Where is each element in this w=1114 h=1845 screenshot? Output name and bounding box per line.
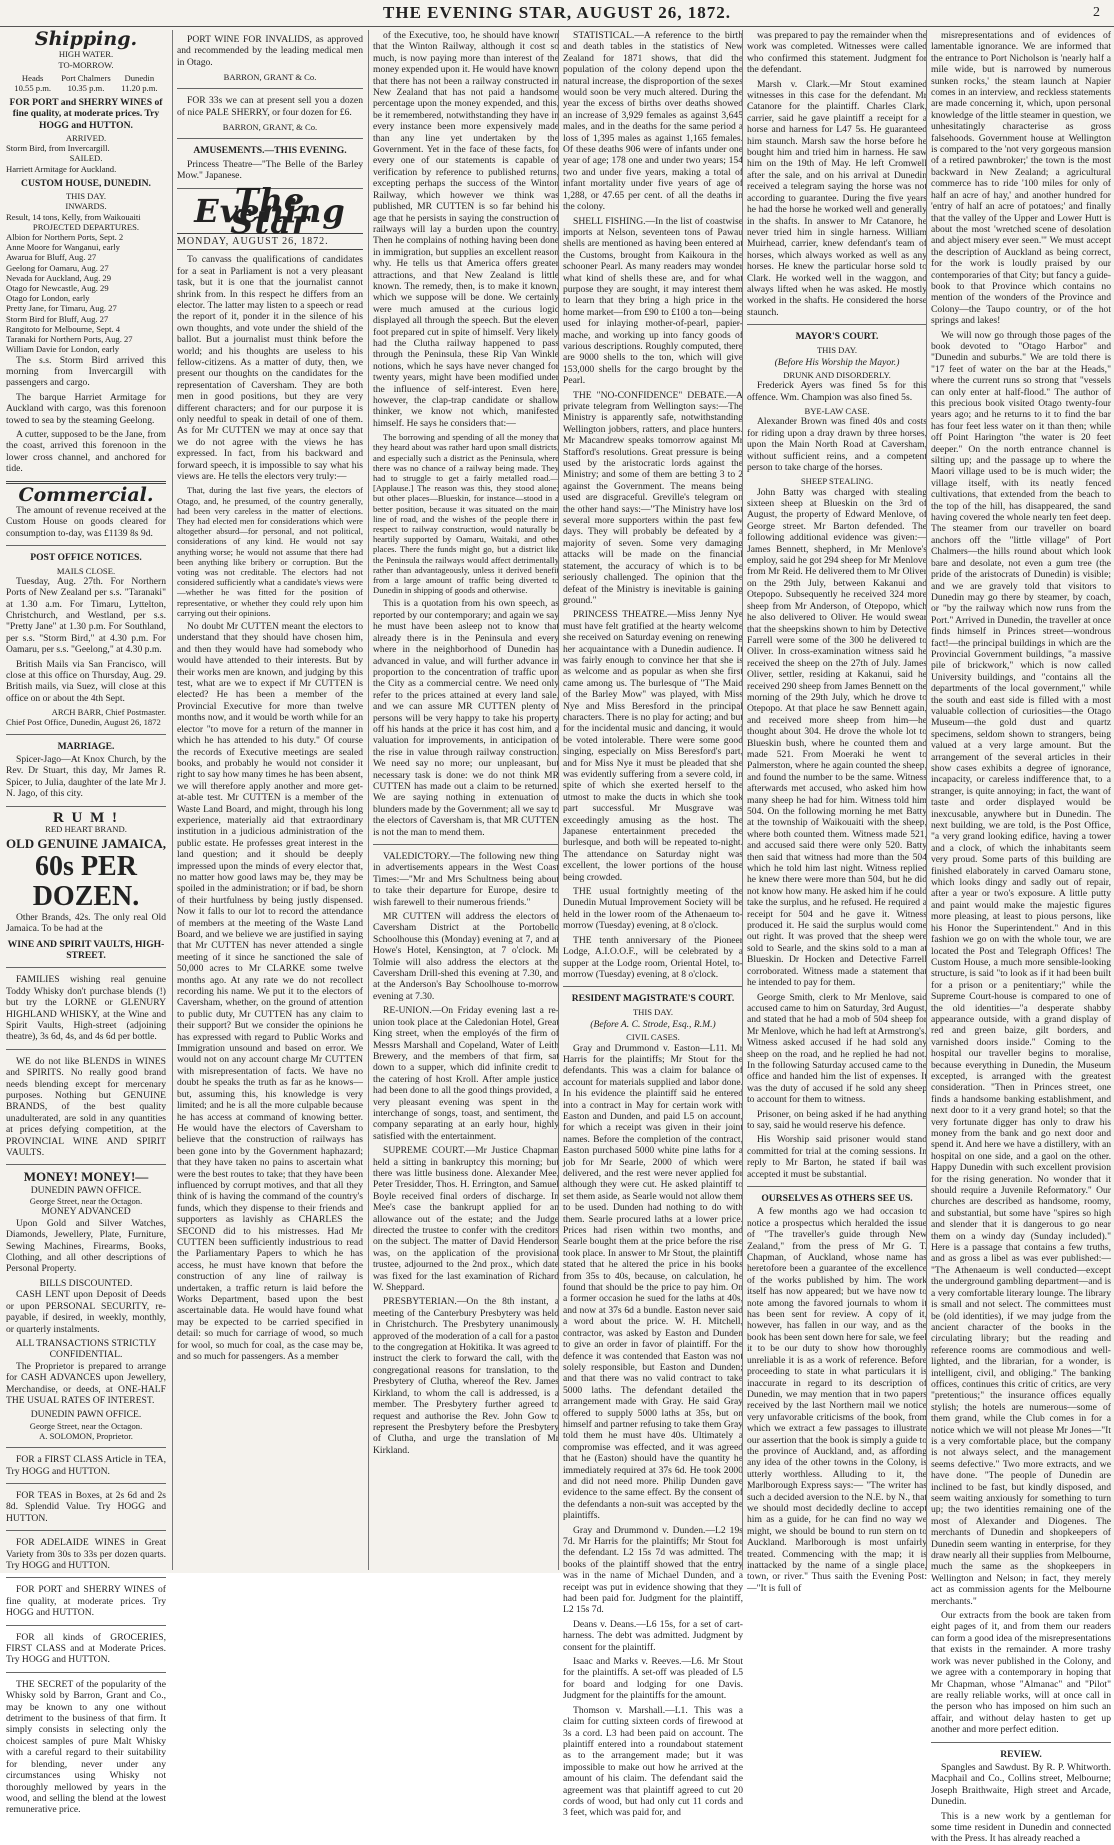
review-title: Spangles and Sawdust. By R. P. Whitworth. Macphail and Co., Collins street, Melbourne; Joseph Braithwaite, High street and Arcade, Dunedin.	[931, 1761, 1111, 1808]
masthead	[0, 0, 1114, 27]
storm-bird-note: The s.s. Storm Bird arrived this morning from Invercargill with passengers and cargo.	[6, 354, 166, 389]
bylaw-text: Alexander Brown was fined 40s and costs for riding upon a dray drawn by three horses, upon the Main North Road at Caversham, without sufficient reins, and a competent person to take charge of the horses.	[747, 416, 927, 474]
divider	[6, 1447, 166, 1448]
divider	[6, 1577, 166, 1578]
whisky-secret-ad: THE SECRET of the popularity of the Whisky sold by Barron, Grant and Co., may be known to any one without detriment to the business of that firm. It simply consists in selecting only the choicest samples of pure Malt Whisky with a careful regard to their suitability for blending, never under any circumstances using Whisky not thoroughly mellowed by years in the wood, and selling the blend at the lowest remunerative price.	[6, 1678, 166, 1816]
customs-revenue: The amount of revenue received at the Custom House on goods cleared for consumption to-day, was £1139 8s 9d.	[6, 504, 166, 539]
projected-label: PROJECTED DEPARTURES.	[32, 221, 140, 232]
divider	[931, 1742, 1111, 1743]
cutten-quote: The borrowing and spending of all the money that they heard about was rather hard upon small districts, and especially such a district as the Peninsula, where there was no chance of a railway being made. They had to struggle to get a fairly metalled road.—[Applause.] The reason was this, they stood alone; but other places—Blueskin, for instance—stood in a better position, because it was situated on the main line of road, and the wishes of the people there in respect to railway construction, would naturally be heartily supported by Oamaru, Waitaki, and other places. There the funds might go, but a district like the Peninsula the railways would affect detrimentally rather than advantageously, unless it derived benefit from a large amount of traffic being diverted to Dunedin in shipping of goods and otherwise.	[373, 432, 559, 596]
confidential: ALL TRANSACTIONS STRICTLY CONFIDENTIAL.	[15, 1337, 157, 1361]
arrived-label: ARRIVED.	[65, 133, 107, 144]
tide-port: Port Chalmers 10.35 p.m.	[61, 72, 111, 93]
column-3	[368, 30, 563, 1570]
blends-ad: WE do not like BLENDS in WINES and SPIRITS. No really good brand needs blending except for mercenary purposes. Nothing but GENUINE BRANDS, of the best quality unadulterated, are sold in any quantities at prices defying competition, at the PROVINCIAL WINE AND SPIRIT VAULTS.	[6, 1055, 166, 1159]
divider	[6, 1164, 166, 1165]
case-gray-easton: Gray and Drummond v. Easton—L11. Mr Harris for the plaintiffs; Mr Stout for the defendants. This was a claim for balance of account for materials supplied and labor done. In his evidence the plaintiff said he entered into a contract in May for certain work with Easton and Dunden, and paid L5 on account, for which a receipt was given in their joint names. Before the completion of the contract, Easton purchased 5000 white pine laths for a job for Mr Searle, 2000 of which were delivered, and the rest were never applied for although they were cut. He asked plaintiff to set them aside, as Searle would not allow them to be used. Dunden had nothing to do with them. Searle procured laths at a lower price. Prices had risen within two months, and Searle bought them at the price before the rise took place. In answer to Mr Stout, the plaintiff stated that he altered the price in his books from 35s to 40s, because, on calculation, he found that should be the price to pay him. On a former occasion he sued for the laths at 40s, and now at 37s 6d a bundle. Easton never said a word about the price. W. H. Mitchell, contractor, was asked by Easton and Dunden to give an order in favor of plaintiff. For the defence it was contended that Easton was not solely responsible, but Easton and Dunden; and that there was no valid contract to take 5000 laths. The defendant detailed the arrangement made with Gray. He said Gray offered to supply 5000 laths at 35s, but on himself and partner refusing to take them Gray told them he must have 40s. Ultimately a compromise was effected, and it was agreed that he (Easton) should have the quantity he immediately required at 37s 6d. He took 2000 and did not need more. Philip Dunden gave evidence to the same effect. By the consent of the defendants a non-suit was accepted by the plaintiffs.	[563, 1042, 743, 1522]
tenth-anniversary: THE tenth anniversary of the Pioneer Lodge, A.I.O.O.F., will be celebrated by a supper at the Lodge room, Oriental Hotel, to-morrow (Tuesday) evening, at 8 o'clock.	[563, 934, 743, 980]
divider	[6, 806, 166, 807]
barron-grant-2: BARRON, GRANT, & Co.	[222, 122, 318, 133]
postmaster-signature: ARCH BARR, Chief Postmaster.	[51, 707, 166, 718]
port-wine-ad: PORT WINE FOR INVALIDS, as approved and recommended by the leading medical men in Otago.	[177, 34, 363, 68]
drunk-text: Frederick Ayers was fined 5s for this offence. Wm. Champion was also fined 5s.	[747, 380, 927, 403]
worship-note: His Worship said prisoner would stand committed for trial at the coming sessions. In reply to Mr Barton, he stated if bail was accepted it must be substantial.	[747, 1134, 927, 1180]
valedictory-note: VALEDICTORY.—The following new thing in advertisements appears in the West Coast Times:—"Mr and Mrs Schultness being about to take their departure for Europe, desire to wish farewell to their numerous friends."	[373, 851, 559, 908]
pawn-office: DUNEDIN PAWN OFFICE.	[30, 1184, 142, 1196]
pawn-address-2: George Street, near the Octagon.	[29, 1420, 143, 1431]
inwards-text: Result, 14 tons, Kelly, from Waikouaiti	[6, 211, 141, 222]
princess-theatre-listing: Princess Theatre—"The Belle of the Barley Mow." Japanese.	[177, 158, 363, 182]
departure-item: Taranaki for Northern Ports, Aug. 27	[6, 334, 133, 345]
departure-item: Storm Bird for Bluff, Aug. 27	[6, 313, 109, 324]
editorial-text: To canvass the qualifications of candidates for a seat in Parliament is not a very pleasant task, but it is one that the journalist cannot shrink from. In this respect he differs from an elector. The latter may listen to a speech or read the report of it, ponder it in the silence of his own thoughts, and vote under the shield of the ballot. But a journalist must think before the world; and his thoughts are useless to his fellow-citizens. As a matter of duty, then, we present our thoughts on the candidates for the representation of Caversham. They are both men in good positions, but they are very different characters; and for our purpose it is only needful to speak in detail of one of them. As for Mr CUTTEN we may at once say that we do not agree with the views he has expressed. In fact, from his backward and forward speech, it is impossible to say what his views are. He tells the electors very truly:—	[177, 254, 363, 482]
bylaw-heading: BYE-LAW CASE.	[804, 406, 870, 417]
supreme-court-note: SUPREME COURT.—Mr Justice Chapman held a sitting in bankruptcy this morning; but there was little business done. Alexander Mee, Peter Tresidder, Thos. H. Errington, and Samuel Boyle received final orders of discharge. In Mee's case the bankrupt applied for an allowance out of the estate; and the Judge directed the trustee to confer with the creditors on the subject. The matter of David Henderson was, on the application of the provisional trustee, adjourned to the 2nd prox., which date was fixed for the last examination of Richard W. Sheppard.	[373, 1145, 559, 1294]
sherry-ad: FOR 33s we can at present sell you a dozen of nice PALE SHERRY, or four dozen for £6.	[177, 95, 363, 118]
divider	[373, 844, 559, 845]
mayors-court-heading: MAYOR'S COURT.	[795, 331, 879, 343]
departure-item: William Davie for London, early	[6, 344, 120, 355]
rum-heading: R U M !	[52, 809, 120, 826]
shipping-heading: Shipping.	[34, 28, 138, 50]
page-number: 2	[1093, 5, 1100, 20]
prisoner-note: Prisoner, on being asked if he had anything to say, said he would reserve his defence.	[747, 1108, 927, 1131]
sheep-heading: SHEEP STEALING.	[800, 476, 874, 487]
amusements-heading: AMUSEMENTS.—THIS EVENING.	[193, 145, 347, 157]
presbyterian-note: PRESBYTERIAN.—On the 8th instant, a meeting of the Canterbury Presbytery was held in Christchurch. The Presbytery unanimously approved of the moderation of a call for a pastor to the congregation at Hokitika. It was agreed to instruct the clerk to forward the call, with the congregational reasons for translation, to the Presbytery of Clutha, whereof the Rev. James Kirkland, to whom the call is addressed, is a member. The Presbytery further agreed to request and authorise the Rev. John Gow to represent the Presbytery before the Presbytery of Clutha, and urge the translation of Mr Kirkland.	[373, 1296, 559, 1456]
sixty-per-dozen: 60s PER DOZEN.	[32, 850, 140, 912]
departure-item: Rangitoto for Melbourne, Sept. 4	[6, 323, 121, 334]
column-6	[926, 30, 1113, 1845]
fortnightly-meeting: THE usual fortnightly meeting of the Dunedin Mutual Improvement Society will be held in the lower room of the Athenaeum to-morrow (Tuesday) evening, at 8 o'clock.	[563, 886, 743, 932]
rm-court-heading: RESIDENT MAGISTRATE'S COURT.	[571, 993, 735, 1005]
editorial-conclusion: This is a quotation from his own speech, as reported by our contemporary; and again we say he must have been asleep not to know that already there is in the Peninsula and every where in the neighborhood of Dunedin has advanced in value, and will further advance in proportion to the concentration of traffic upon the City as a commercial centre. We need only refer to the prices attained at every land sale, and we can assure MR CUTTEN plenty of persons will be very happy to take his property off his hands at the price it has cost him, and a valuation for improvements, in anticipation of the rise in value through railway construction. We need say no more; our unpleasant, but necessary task is done: we do not think MR CUTTEN has made out a claim to be returned. We are saying nothing in extenuation of blunders made by the Government; all we say to the electors of Caversham is, that MR CUTTEN is not the man to mend them.	[373, 598, 559, 838]
editorial-body: No doubt Mr CUTTEN meant the electors to understand that they should have chosen him, and then they would have had somebody who would have attended to their interests. But by their works men are known, and judging by this test, what are we to expect if Mr CUTTEN is elected? He has been a member of the Provincial Executive for more than twelve months now, and it would be worth while for an elector "to move for a return of the manner in which he has attended to his duty." Of course the records of Executive meetings are sealed books, and probably he would not consider it right to say how many times he has been absent, we will therefore apply another and more get-at-able test. Mr CUTTEN is a member of the Waste Land Board, and might, through his long experience, materially aid that extraordinary institution in a judicious administration of the public estate. He professes great interest in the land question; and it should be deeply impressed upon the minds of every elector that, no matter how good laws may be, they may be spoiled in the administration; or if bad, be shorn of their hurtfulness by being justly dispensed. Now it falls to our lot to record the attendance of members at the meeting of the Waste Land Board, and we believe we are justified in saying that Mr CUTTEN has never attended a single meeting of it since he sanctioned the sale of 50,000 acres to Mr CLARKE some twelve months ago. At any rate we do not recollect recording his name. We put it to the electors of Caversham, whether, on the ground of attention to public duty, Mr CUTTEN has any claim to their support? But we consider the opinions he has expressed with regard to Public Works and Immigration unsound and based on error. We would not on any account charge Mr CUTTEN with misrepresentation of facts. We have no doubt he speaks the truth as far as he knows—but, assuming this, his knowledge is very limited; and he is all the more culpable because he has access at command of knowing better. He would have the electors of Caversham to believe that the construction of railways has been gone into by the Government haphazard; that they have taken no pains to ascertain what were the best routes to take; that they have been influenced by corrupt motives, and that all they think of is having the command of the country's funds, which they dispense to their friends and supporters as lavishly as CHARLES the SECOND did to his mistresses. Had Mr CUTTEN been sufficiently industrious to read the Parliamentary Papers to which he has access, he must have known that before the construction of any line of railway is undertaken, a traffic return is laid before the Works Department, based upon the best ascertainable data. He would have found what may be expected to be carried specified in detail: so much for carriage of wood, so much for wool, so much for coal, as the case may be, and so much for passengers. As a member	[177, 621, 363, 1363]
divider	[563, 986, 743, 987]
tide-heads: Heads 10.55 p.m.	[14, 72, 52, 93]
review-text: This is a new work by a gentleman for some time resident in Dunedin and connected with the Press. It has already reached a	[931, 1810, 1111, 1845]
high-water: HIGH WATER.	[58, 49, 114, 60]
review-heading: REVIEW.	[1000, 1748, 1042, 1760]
divider	[6, 1049, 166, 1050]
marriage-heading: MARRIAGE.	[57, 740, 115, 752]
bills-discounted: BILLS DISCOUNTED.	[39, 1277, 133, 1289]
issue-date: MONDAY, AUGUST 26, 1872.	[177, 233, 363, 250]
departure-item: Anne Moore for Wanganui, early	[6, 242, 120, 253]
departures-list	[6, 232, 166, 354]
departure-item: Albion for Northern Ports, Sept. 2	[6, 232, 124, 243]
rm-day: THIS DAY.	[632, 1006, 674, 1017]
column-2	[172, 30, 367, 1570]
mails-text: Tuesday, Aug. 27th. For Northern Ports of New Zealand per s.s. "Taranaki" at 1.30 a.m. For Timaru, Lyttelton, Christchurch, and Westland, per s.s. "Pretty Jane" at 1.30 p.m. For Southland, per s.s. "Storm Bird," at 4.30 p.m. For Oamaru, per s.s. "Geelong," at 4.30 p.m.	[6, 575, 166, 656]
cutter-note: A cutter, supposed to be the Jane, from the coast, arrived this forenoon in the lower cross channel, and anchored for tide.	[6, 428, 166, 475]
divider	[6, 1483, 166, 1484]
newspaper-flag: The Evening Star	[194, 180, 346, 242]
drunk-heading: DRUNK AND DISORDERLY.	[783, 370, 891, 381]
departure-item: Otago for London, early	[6, 293, 90, 304]
money-heading: MONEY! MONEY!—	[23, 1169, 149, 1185]
mails-close: MAILS CLOSE.	[56, 565, 116, 576]
port-sherry-ad: FOR PORT and SHERRY WINES of fine quality, at moderate prices. Try HOGG and HUTTON.	[6, 1584, 166, 1619]
inwards-label: INWARDS.	[65, 201, 107, 212]
barque-note: The barque Harriet Armitage for Auckland with cargo, was this forenoon towed to sea by the steaming Geelong.	[6, 391, 166, 426]
divider	[6, 734, 166, 735]
civil-cases: CIVIL CASES.	[626, 1032, 680, 1043]
columns	[6, 28, 1112, 1845]
column-4	[558, 30, 747, 1819]
post-office-date: Chief Post Office, Dunedin, August 26, 1872	[6, 717, 161, 728]
arrived-text: Storm Bird, from Invercargill.	[6, 143, 110, 154]
solomon: A. SOLOMON, Proprietor.	[39, 1430, 133, 1441]
shell-fishing-note: SHELL FISHING.—In the list of coastwise imports at Nelson, seventeen tons of Pawau shells are mentioned as having been entered at the Customs, brought from Kaikoura in the schooner Pearl. As many readers may wonder what kind of shells these are, and for what purpose they are sought, it may interest them to learn that they bring a high price in the home market—from £90 to £100 a ton—being used for inlaying mother-of-pearl, papier-mache, and working up into fancy goods of various descriptions. Roughly computed, there are 9000 shells to the ton, which will give 153,000 shells for the cargo brought by the Pearl.	[563, 215, 743, 387]
divider	[747, 324, 927, 325]
ourselves-conclusion: Our extracts from the book are taken from eight pages of it, and from them our readers can form a good idea of the misrepresentations that exists in the remainder. A more trashy work was never published in the Colony, and we agree with a contemporary in hoping that Mr Chapman, whose "Almanac" and "Pilot" are really reliable works, will at once call in the person who has imposed on him such an affair, and without delay hasten to get up another and more perfect edition.	[931, 1610, 1111, 1736]
marriage-text: Spicer-Jago—At Knox Church, by the Rev. Dr Stuart, this day, Mr James R. Spicer, to Julia, daughter of the late Mr J. N. Jago, of this city.	[6, 754, 166, 800]
case-deans: Deans v. Deans.—L6 15s, for a set of cart-harness. The debt was admitted. Judgment by consent for the plaintiff.	[563, 1618, 743, 1653]
adelaide-ad: FOR ADELAIDE WINES in Great Variety from 30s to 33s per dozen quarts. Try HOGG and HUTTON.	[6, 1537, 166, 1572]
mayors-day: THIS DAY.	[816, 344, 858, 355]
tide-table	[6, 73, 166, 93]
pawn-address: George Street, near the Octagon.	[29, 1196, 143, 1207]
ourselves-text: A few months ago we had occasion to notice a prospectus which heralded the issue of "The traveller's guide through New Zealand," from the press of Mr G. T. Chapman, of Auckland, whose name has heretofore been a guarantee of the excellence of the works published by him. The work itself has now appeared; but we have now to note among the favored journals to whom it has been sent for review. A copy of it, however, has fallen in our way, and as the book has been sent down here for sale, we feel it to be our duty to show how thoroughly unreliable it is as a work of reference. Before proceeding to state in what particulars it is inaccurate in regard to its description of Dunedin, we may mention that in two papers received by the last Northern mail we notice very unfavorable criticisms of the book, from which we extract a few passages to illustrate our assertion that the book is simply a guide to the province of Auckland, and, as affording any idea of the other towns in the Colony, is utterly worthless. Alluding to it, the Marlborough Express says:— "The writer has such a decided aversion to the N.E. by N., that we should most decidedly decline to accept him as a guide, for he can find no way we might, we should be bound to run stern on to Auckland. Marlborough is most unfairly treated. Commencing with the map; it is inattacked by the name of a single place, town, or river." Thus saith the Evening Post:—"It is full of	[747, 1206, 927, 1594]
editorial-quote: That, during the last five years, the electors of Otago, and, he presumed, of the country generally, had been very careless in the matter of elections. They had elected men for considerations which were altogether absurd—for personal, and not political, considerations of any kind. He would not say anything worse; he would not assume that there had been anything like bribery or corruption. But the voting was not creditable. The electors had not considered sufficiently what a candidate's views were—whether he was fitted for the position of representative, or whether they could rely upon him carrying out their opinions.	[177, 485, 363, 618]
ourselves-heading: OURSELVES AS OTHERS SEE US.	[761, 1193, 913, 1204]
case-marsh: Marsh v. Clark.—Mr Stout examined witnesses in this case for the defendant. Mr Catanore for the plaintiff. Charles Clark, carrier, said he gave plaintiff a receipt for a horse and harness for L47 5s. He guaranteed him staunch. Marsh saw the horse before he bought him and tried him in harness. He saw him on the 19th of May. He left Cromwell after the sale, and on his arrival at Dunedin received a telegram saying the horse was not according to guarantee. During the five years he had the horse he worked well and generally in the shafts. In answer to Mr Catanore, he never tried him in single harness. William Muirhead, carrier, knew defendant's team of horses, which always worked as well as any horses. He knew the particular horse sold to Clark. He worked well in the waggon, and always lifted when he was asked. He mostly worked in the shafts. He considered the horse staunch.	[747, 78, 927, 318]
cash-lent: CASH LENT upon Deposit of Deeds or upon PERSONAL SECURITY, re-payable, if desired, in weekly, monthly, or quarterly instalments.	[6, 1289, 166, 1335]
groceries-ad: FOR all kinds of GROCERIES, FIRST CLASS and at Moderate Prices. Try HOGG and HUTTON.	[6, 1631, 166, 1666]
cutten-address: MR CUTTEN will address the electors of Caversham District at the Portobello Schoolhouse this (Monday) evening at 7, and at Howe's Hotel, Kensington, at 7 o'clock. Mr Tolmie will also address the electors at the Caversham Drill-shed this evening at 7.30, and at the Anderson's Bay Schoolhouse to-morrow evening at 7.30.	[373, 911, 559, 1002]
old-jamaica: OLD GENUINE JAMAICA,	[6, 836, 166, 852]
divider	[6, 1625, 166, 1626]
column-5	[742, 30, 931, 1594]
george-smith-evidence: George Smith, clerk to Mr Menlove, said accused came to him on Saturday, 3rd August, and stated that he had a mob of 504 sheep for Mr Menlove, which he had left at Armstrong's. Witness asked accused if he had sold any sheep on the road, and he replied he had not. In the following Saturday accused came to the office and handed him the list of expenses. It was the duty of accused if he sold any sheep to account for them to witness.	[747, 991, 927, 1106]
sailed-text: Harriett Armitage for Auckland.	[6, 163, 117, 174]
wine-vaults: WINE AND SPIRIT VAULTS, HIGH-STREET.	[7, 938, 165, 961]
case-isaac: Isaac and Marks v. Reeves.—L6. Mr Stout for the plaintiffs. A set-off was pleaded of L5 for board and lodging for one Davis. Judgment for the plaintiffs for the amount.	[563, 1656, 743, 1702]
rm-before: (Before A. C. Strode, Esq., R.M.)	[590, 1018, 716, 1030]
tide-dunedin: Dunedin 11.20 p.m.	[121, 72, 158, 93]
teas-ad: FOR TEAS in Boxes, at 2s 6d and 2s 8d. Splendid Value. Try HOGG and HUTTON.	[6, 1489, 166, 1524]
port-chalmers: FOR PORT and SHERRY WINES of fine quality, at moderate prices. Try HOGG and HUTTON.	[9, 96, 163, 131]
departure-item: Nevada for Auckland, Aug. 29	[6, 272, 112, 283]
case-gray-dunden: Gray and Drummond v. Dunden.—L2 19s 7d. Mr Harris for the plaintiffs; Mr Stout for the defendant. L2 15s 7d was admitted. The books of the plaintiff showed that the entry was in the name of Michael Dunden, and a receipt was put in evidence showing that they had been paid for. Judgment for the plaintiff, L2 15s 7d.	[563, 1524, 743, 1616]
reunion-note: RE-UNION.—On Friday evening last a re-union took place at the Caledonian Hotel, Great King street, when the employés of the firm of Messrs Marshall and Copeland, Water of Leith Brewery, and the members of that firm, sat down to a supper, which did infinite credit to the catering of host Kroll. After ample justice had been done to all the good things provided, a very pleasant evening was spent in the interchange of songs, toast, and sentiment, the company separating at an early hour, highly satisfied with the entertainment.	[373, 1005, 559, 1142]
tea-ad: FOR a FIRST CLASS Article in TEA, Try HOGG and HUTTON.	[6, 1454, 166, 1477]
departure-item: Otago for Newcastle, Aug. 29	[6, 283, 109, 294]
statistical-note: STATISTICAL.—A reference to the birth and death tables in the statistics of New Zealand for 1871 shows, that did the population of the colony depend upon the natural increase, the disproportion of the sexes would soon be very much altered. During the year the excess of births over deaths showed an increase of 3,929 females as against 3,645 males, and in the deaths for the same period a loss of 1,395 males as against 1,165 females. Of these deaths 906 were of infants under one year of age; 178 one and under two years; 154 two and under five years, making a total of infant mortality under five years of age of 1,288, or 47.65 per cent. of all the deaths in the colony.	[563, 30, 743, 213]
pawn-office-2: DUNEDIN PAWN OFFICE.	[30, 1409, 142, 1421]
rum-sub: RED HEART BRAND.	[45, 824, 127, 835]
departure-item: Pretty Jane, for Timaru, Aug. 27	[6, 303, 117, 314]
case-thomson-continued: was prepared to pay the remainder when the work was completed. Witnesses were called who confirmed this statement. Judgment for the defendant.	[747, 30, 927, 76]
divider	[6, 1672, 166, 1673]
divider	[177, 88, 363, 89]
proprietor-note: The Proprietor is prepared to arrange for CASH ADVANCES upon Jewellery, Merchandise, or deeds, at ONE-HALF THE USUAL RATES OF INTEREST.	[6, 1360, 166, 1406]
divider	[6, 545, 166, 546]
custom-day: THIS DAY.	[65, 191, 107, 202]
departure-item: Awarua for Bluff, Aug. 27	[6, 252, 97, 263]
no-confidence-note: THE "NO-CONFIDENCE" DEBATE.—A private telegram from Wellington says:—The Ministry is apparently safe, notwithstanding Wellington jobbers, ratters, and place hunters. Mr Macandrew speaks tomorrow against Mr Stafford's resolutions. Great pressure is being used by the aristocratic lords against the Ministry; and some of them are betting 3 to 2 against the Government. The means being used are disgraceful. Greville's telegram on the other hand says:—"The Ministry have lost several more supporters within the past few days. They will probably be defeated by a majority of seven. Some very damaging attacks will be made on the financial statement, the accuracy of which is to be seriously challenged. The opinion that the defeat of the Ministry is inevitable is gaining ground."	[563, 389, 743, 606]
mayors-before: (Before His Worship the Mayor.)	[774, 356, 900, 368]
barron-grant-1: BARRON, GRANT & Co.	[223, 72, 317, 83]
editorial-continued: of the Executive, too, he should have known that the Winton Railway, although it cost so much, is now paying more than interest of the money expended upon it. He would have known that there has not been a railway constructed in New Zealand that has not paid a handsome percentage upon the money expended, and this, be it remembered, notwithstanding they have in every instance been more expensively made than any line yet undertaken by the Government. Yet in the face of these facts, for every one of our statements is capable of verification by reference to published returns, excepting perhaps the success of the Winton Railway, which however we think was published, MR CUTTEN is so far behind his age that he persists in saying the construction of railways will lay a burden upon the country. Then he complains of nothing having been done in immigration, but supplies an excellent reason why. He tells us that America offers greater attractions, and that New Zealand is little known. The remedy, then, is to make it known, which we suppose will be done. We certainly were much amused at the curious logic displayed all through the speech. But the eleven foot prepared cut in spite of himself. Very likely had the Clutha railway happened to pass through the Peninsula, these Rip Van Winkle notions, which he says have never changed for twenty years, might have been modified under the influence of self-interest. Even here, however, the clap-trap candidate or shallow thinker, we know not which, manifested himself. He says he considers that:—	[373, 30, 559, 429]
pawn-text: Upon Gold and Silver Watches, Diamonds, Jewellery, Plate, Furniture, Sewing Machines, Firearms, Books, Clothing, and all other descriptions of Personal Property.	[6, 1217, 166, 1275]
families-ad: FAMILIES wishing real genuine Toddy Whisky don't purchase blends (!) but try the LORNE or GLENURY HIGHLAND WHISKY, at the Wine and Spirit Vaults, High-street (adjoining theatre), 3s 6d, 4s, and 4s 6d per bottle.	[6, 974, 166, 1043]
divider	[6, 1530, 166, 1531]
divider	[177, 138, 363, 139]
money-advanced: MONEY ADVANCED	[41, 1206, 131, 1218]
custom-house: CUSTOM HOUSE, DUNEDIN.	[21, 177, 151, 189]
sheep-text: John Batty was charged with stealing sixteen sheep at Blueskin on the 3rd of August, the property of Edward Menlove, of George street. Mr Barton defended. The following additional evidence was given:— James Bennett, shepherd, in Mr Menlove's employ, said he got 294 sheep for Mr Menlove from Mr Reid. He delivered them to Mr Oliver on the 29th July, between Kakanui and Otepopo. Subsequently he received 324 more sheep from Mr Anderson, of Otepopo, which he also delivered to Oliver. He would swear that the sheepskins shown to him by Detective Farrell were some of the 300 he delivered to Oliver. In cross-examination witness said he received the sheep on the 27th of July. James Oliver, settler, residing at Kakanui, said he received 290 sheep from James Bennett on the morning of the 29th July, which he drove to Otepopo. At that place he saw Bennett again, and received more sheep from him—he thought about 304. He drove the whole lot to Blueskin bush, where he counted them and made 521. From Moeraki he went to Palmerston, where he again counted the sheep, and found the number to be the same. Witness afterwards met accused, who asked him how many sheep he had for him. Witness told him 504. On the following morning he met Batty at the township of Waikouaiti with the sheep, where both counted them. Witness made 521, and accused said there were only 520. Batty then said that witness had more than the 504 which he told him last night. Witness replied he knew there were more than 504, but he did not know how many. He asked him if he could take the surplus, and he refused. He required a receipt for 504 and he gave it. Witness produced it. He said the surplus would come out right. It was proved that the sheep were sold to Searle, and the skins sold to a man at Blueskin. Dr Hocken and Detective Farrell corroborated. Witness made a statement that he intended to pay for them.	[747, 486, 927, 989]
commercial-heading: Commercial.	[18, 483, 154, 506]
tomorrow: TO-MORROW.	[58, 59, 114, 70]
divider	[6, 967, 166, 968]
ourselves-dunedin: We will now go through those pages of the book devoted to "Otago Harbor" and "Dunedin and suburbs." We are told there is "17 feet of water on the bar at the Heads," where the current runs so strong that "vessels can only enter at half-flood." The author of this precious book visited Otago twenty-four years ago; and he returns to it to find the bar has four feet less water on it than then; while off Point Harington "the water is 20 feet deeper." On the north entrance channel is silting up; and the passage up to where the Maori village used to be is much wider; the village itself, with its neatly fenced cultivations, that extended from the beach to the top of the hill, has disappeared, the sand having covered the whole nearly ten feet deep. The steamer from our traveller on board anchors off the "little village" of Port Chalmers—the hills round about which look bare and desolate, not even a gum tree (the pride of the aristocrats of Dunedin) is visible; and we are gravely told that visitors to Dunedin may go there by steamer, by coach, or "by the railway which now runs from the Port." Arrived in Dunedin, the traveller at once finds himself in Princes street—wondrous fact!—the principal buildings in which are the Provincial Government buildings, "a massive pile of brickwork," which is now called University buildings, and "contains all the departments of the local government," while the south and east side is filled with a most valuable collection of curiosities—the Otago Museum—the gold dust and quartz specimens, seldom shown to strangers, being valued at a very large amount. But the arrangement of the several articles in their show cases exhibits a degree of ignorance, incapacity, or careless indifference that, to a stranger, is quite annoying; in fact, the want of taste and order displayed would be inexcusable, anywhere but in Dunedin. The next building, we are told, is the Post Office, "a very grand looking edifice, having a tower and a clock, of which the inhabitants seem very proud. Some parts of this building are finished elaborately in carved Oamaru stone, which looks dingy and sadly out of repair, after a year or two's exposure. A little putty and paint would make the majestic figures more pleasing, at least to pious persons, like his Honor the Superintendent." And in this fashion we go on with the whole tour, we are located the Post and Telegraph Offices! The Custom House, a much more sensible-looking structure, is said "to look as if it had been built for a prison or a penitentiary;" while the Supreme Court-house is compared to one of the old identities—"a desperate shabby appearance outside, with a grand display of red and green baize, gilt borders, and varnished doors inside." Coming to the hospital our traveller begins to moralise, because everything in Dunedin, the Museum excepted, is arranged with the greatest consideration. "Then in Princes street, one finds a handsome banking establishment, and next door to it a very grand hotel; so that the very fortunate digger has only to draw his money from the bank and go next door and spend it. And here we have a distillery, with an hospital on one side, and a gaol on the other. Happy Dunedin with such excellent provision for the rising generation. No wonder that it should require a Juvenile Reformatory." Our churches are described as handsome, roomy, and substantial, but some have "spires so high and slender that it is dangerous to go near them on a windy day (Sunday included)." Here is a passage that contains a few truths, and as gross a libel as was ever published:— "The Athenaeum is well conducted—except the underground gambling department—and is a very comfortable literary lounge. The library is small and not select. The committees must be (old identities), if we may judge from the ancient character of the books in the circulating library; but the reading and reference rooms are commodious and well-lighted, and the librarian, for a wonder, is intelligent, civil, and obliging." The banking offices, continues this critic of critics, are very "pretentious;" the insurance offices equally stylish; the hotels are numerous—some of them grand, while the Club comes in for a notice which we will not please Mr Jones—"It is a very comfortable place, but the company is not always select, and the management seems defective." Two more extracts, and we have done. "The people of Dunedin are inclined to be fast, but kindly disposed, and seem waiting anxiously for something to turn up; the two identities remaining one of the most of Alexander and Diogenes. The merchants of Dunedin and shopkeepers of Dunedin seem wanting in enterprise, for they draw nearly all their supplies from Melbourne, much the same as the shopkeepers in Wellington and Nelson; in fact, they merely act as commission agents for the Melbourne merchants."	[931, 329, 1112, 1607]
ourselves-continued: misrepresentations and of evidences of lamentable ignorance. We are informed that the entrance to Port Nicholson is 'nearly half a mile wide, but is narrowed by numerous sunken rocks,' the steam launch at Napier comes in an interview, and reckless statements are made concerning it, which, upon personal knowledge of the little steamer in question, we unhesitatingly characterise as gross falsehoods. Government house at Wellington is compared to the 'not very gorgeous mansion of a retired pawnbroker;' the town is the most backward in New Zealand; a agricultural commerce has to ride '100 miles for only of half an acre of hay,' and another hundred for 'entry of half an acre of potatoes;' and finally that the valley of the Upper and Lower Hutt is about the most 'wretched scene of desolation and abject misery ever seen.'" We must accept the description of Auckland as being correct, for the work is loudly praised by our contemporaries of that City; but fancy a guide-book to that Province which contains no mention of the wonders of the Province and Colony—the Taupo country, or of the hot springs and lakes!	[931, 30, 1111, 327]
post-office-heading: POST OFFICE NOTICES.	[30, 552, 142, 564]
british-mails: British Mails via San Francisco, will close at this office on Thursday, Aug. 29. British mails, via Suez, will close at this office on or about the 4th Sept.	[6, 658, 166, 704]
princess-theatre-note: PRINCESS THEATRE.—Miss Jenny Nye must have felt gratified at the hearty welcome she received on Saturday evening on renewing her acquaintance with a Dunedin audience. It was fairly enough to convince her that she is as welcome and as popular as when she first came among us. The burlesque of "The Maid of the Barley Mow" was played, with Miss Nye and Miss Beresford in the principal characters. There is no play for acting; and but for the incidental music and dancing, it would be voted intolerable. There were some good singing, especially on Miss Beresford's part, and for Miss Nye it must be pleaded that she was evidently suffering from a severe cold, in spite of which she exerted herself to the utmost to make the ducts in which she took part successful. Mr Musgrave was exceedingly amusing as the host. The Japanese entertainment preceded the burlesque, and both will be repeated to-night. The attendance on Saturday night was excellent, the lower portions of the house being crowded.	[563, 609, 743, 883]
departure-item: Geelong for Oamaru, Aug. 27	[6, 262, 109, 273]
divider	[747, 1186, 927, 1187]
sailed-label: SAILED.	[69, 153, 103, 164]
masthead-title: THE EVENING STAR, AUGUST 26, 1872.	[383, 3, 731, 22]
rum-text: Other Brands, 42s. The only real Old Jamaica. To be had at the	[6, 911, 166, 935]
column-1	[6, 28, 170, 1816]
case-thomson: Thomson v. Marshall.—L1. This was a claim for cutting sixteen cords of firewood at 3s a cord. L3 had been paid on account. The plaintiff entered into a roundabout statement as to the arrangement made; but it was impossible to make out how he arrived at the amount of his claim. The defendant said the agreement was that plaintiff agreed to cut 20 cords of wood, but had only cut 11 cords and 3 feet, which was paid for, and	[563, 1704, 743, 1819]
